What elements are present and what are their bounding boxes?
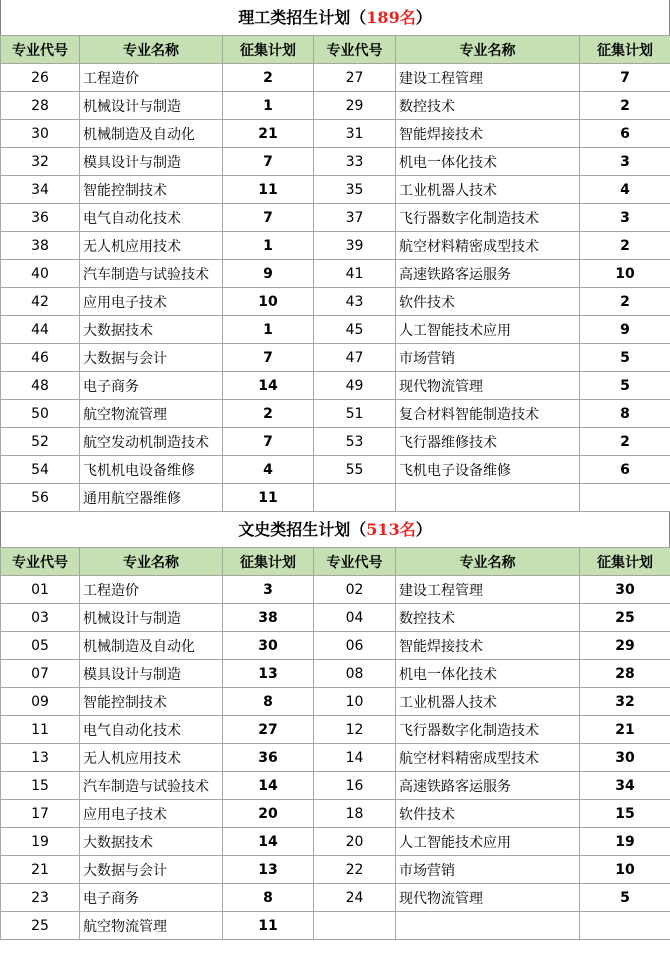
quota-cell: 20 xyxy=(223,800,314,828)
quota-cell: 2 xyxy=(580,428,670,456)
science-title-text: 理工类招生计划（ xyxy=(238,8,367,27)
quota-cell: 2 xyxy=(580,288,670,316)
quota-cell: 30 xyxy=(580,744,670,772)
major-name-cell: 无人机应用技术 xyxy=(80,232,223,260)
major-code-cell: 30 xyxy=(1,120,80,148)
major-code-cell: 32 xyxy=(1,148,80,176)
table-row xyxy=(1,576,670,604)
quota-cell: 21 xyxy=(580,716,670,744)
major-code-cell: 39 xyxy=(314,232,396,260)
liberal-title-text: 文史类招生计划（ xyxy=(238,520,367,539)
major-code-cell: 24 xyxy=(314,884,396,912)
quota-cell: 7 xyxy=(223,148,314,176)
major-name-cell: 飞行器数字化制造技术 xyxy=(396,204,580,232)
quota-cell: 3 xyxy=(580,148,670,176)
quota-cell: 1 xyxy=(223,316,314,344)
major-code-cell: 45 xyxy=(314,316,396,344)
major-name-cell: 无人机应用技术 xyxy=(80,744,223,772)
major-code-cell: 17 xyxy=(1,800,80,828)
quota-cell xyxy=(580,484,670,512)
major-code-cell: 20 xyxy=(314,828,396,856)
major-code-cell: 16 xyxy=(314,772,396,800)
major-code-cell: 03 xyxy=(1,604,80,632)
quota-cell: 30 xyxy=(223,632,314,660)
major-name-cell: 数控技术 xyxy=(396,604,580,632)
major-name-cell: 电气自动化技术 xyxy=(80,204,223,232)
table-row xyxy=(1,372,670,400)
major-name-cell: 机电一体化技术 xyxy=(396,148,580,176)
major-name-cell: 汽车制造与试验技术 xyxy=(80,260,223,288)
major-code-cell: 12 xyxy=(314,716,396,744)
major-code-cell: 47 xyxy=(314,344,396,372)
major-code-cell: 02 xyxy=(314,576,396,604)
major-name-cell: 通用航空器维修 xyxy=(80,484,223,512)
quota-cell: 14 xyxy=(223,772,314,800)
table-row xyxy=(1,912,670,940)
table-row xyxy=(1,64,670,92)
major-name-cell: 汽车制造与试验技术 xyxy=(80,772,223,800)
quota-cell: 8 xyxy=(223,884,314,912)
major-name-cell: 建设工程管理 xyxy=(396,64,580,92)
major-code-cell: 38 xyxy=(1,232,80,260)
table-row xyxy=(1,400,670,428)
major-code-cell: 25 xyxy=(1,912,80,940)
quota-cell: 13 xyxy=(223,660,314,688)
major-code-cell: 05 xyxy=(1,632,80,660)
major-name-cell: 大数据与会计 xyxy=(80,856,223,884)
major-name-cell: 大数据技术 xyxy=(80,316,223,344)
major-code-cell: 33 xyxy=(314,148,396,176)
major-name-cell xyxy=(396,484,580,512)
major-code-cell xyxy=(314,912,396,940)
major-code-cell: 37 xyxy=(314,204,396,232)
quota-cell: 11 xyxy=(223,484,314,512)
major-code-cell: 43 xyxy=(314,288,396,316)
major-code-cell: 14 xyxy=(314,744,396,772)
quota-cell: 2 xyxy=(223,400,314,428)
table-row xyxy=(1,92,670,120)
quota-cell: 7 xyxy=(223,428,314,456)
major-name-cell: 机械设计与制造 xyxy=(80,92,223,120)
quota-cell: 27 xyxy=(223,716,314,744)
major-name-cell: 智能焊接技术 xyxy=(396,120,580,148)
quota-cell: 9 xyxy=(223,260,314,288)
liberal-title-close: ） xyxy=(415,520,432,539)
major-name-cell: 工程造价 xyxy=(80,576,223,604)
quota-cell: 32 xyxy=(580,688,670,716)
major-code-cell: 36 xyxy=(1,204,80,232)
table-row xyxy=(1,632,670,660)
quota-cell: 7 xyxy=(580,64,670,92)
header-quota: 征集计划 xyxy=(580,548,670,576)
liberal-plan-table xyxy=(0,547,670,940)
header-major-code: 专业代号 xyxy=(1,548,80,576)
header-quota: 征集计划 xyxy=(580,36,670,64)
quota-cell: 11 xyxy=(223,176,314,204)
major-code-cell: 53 xyxy=(314,428,396,456)
major-code-cell: 44 xyxy=(1,316,80,344)
quota-cell: 8 xyxy=(223,688,314,716)
quota-cell: 3 xyxy=(580,204,670,232)
quota-cell: 6 xyxy=(580,456,670,484)
quota-cell: 8 xyxy=(580,400,670,428)
quota-cell: 5 xyxy=(580,372,670,400)
major-code-cell: 15 xyxy=(1,772,80,800)
header-major-code: 专业代号 xyxy=(314,36,396,64)
table-row xyxy=(1,828,670,856)
major-name-cell: 应用电子技术 xyxy=(80,800,223,828)
major-code-cell xyxy=(314,484,396,512)
table-row xyxy=(1,204,670,232)
quota-cell: 15 xyxy=(580,800,670,828)
major-name-cell: 人工智能技术应用 xyxy=(396,828,580,856)
quota-cell: 2 xyxy=(223,64,314,92)
quota-cell: 7 xyxy=(223,344,314,372)
major-code-cell: 09 xyxy=(1,688,80,716)
major-name-cell: 航空物流管理 xyxy=(80,400,223,428)
major-name-cell: 人工智能技术应用 xyxy=(396,316,580,344)
table-row xyxy=(1,716,670,744)
major-name-cell: 智能控制技术 xyxy=(80,176,223,204)
quota-cell: 3 xyxy=(223,576,314,604)
major-code-cell: 54 xyxy=(1,456,80,484)
quota-cell: 25 xyxy=(580,604,670,632)
quota-cell: 10 xyxy=(580,856,670,884)
major-code-cell: 55 xyxy=(314,456,396,484)
major-code-cell: 42 xyxy=(1,288,80,316)
major-code-cell: 04 xyxy=(314,604,396,632)
major-code-cell: 26 xyxy=(1,64,80,92)
table-row xyxy=(1,176,670,204)
quota-cell: 14 xyxy=(223,372,314,400)
quota-cell: 19 xyxy=(580,828,670,856)
major-code-cell: 40 xyxy=(1,260,80,288)
header-major-name: 专业名称 xyxy=(396,36,580,64)
major-name-cell: 高速铁路客运服务 xyxy=(396,772,580,800)
major-name-cell: 模具设计与制造 xyxy=(80,660,223,688)
major-code-cell: 01 xyxy=(1,576,80,604)
major-name-cell: 现代物流管理 xyxy=(396,372,580,400)
major-name-cell: 建设工程管理 xyxy=(396,576,580,604)
table-row xyxy=(1,344,670,372)
header-major-code: 专业代号 xyxy=(314,548,396,576)
major-name-cell: 智能控制技术 xyxy=(80,688,223,716)
major-code-cell: 27 xyxy=(314,64,396,92)
major-name-cell: 电子商务 xyxy=(80,372,223,400)
quota-cell: 13 xyxy=(223,856,314,884)
header-major-name: 专业名称 xyxy=(80,36,223,64)
table-row xyxy=(1,856,670,884)
major-name-cell: 工业机器人技术 xyxy=(396,688,580,716)
major-code-cell: 35 xyxy=(314,176,396,204)
science-title-close: ） xyxy=(415,8,432,27)
major-code-cell: 50 xyxy=(1,400,80,428)
major-name-cell: 航空发动机制造技术 xyxy=(80,428,223,456)
science-title-count: 189名 xyxy=(366,8,416,27)
quota-cell: 38 xyxy=(223,604,314,632)
major-name-cell: 现代物流管理 xyxy=(396,884,580,912)
quota-cell: 21 xyxy=(223,120,314,148)
quota-cell: 10 xyxy=(580,260,670,288)
header-quota: 征集计划 xyxy=(223,548,314,576)
major-name-cell: 飞行器维修技术 xyxy=(396,428,580,456)
major-code-cell: 22 xyxy=(314,856,396,884)
science-header-row xyxy=(1,36,670,64)
table-row xyxy=(1,456,670,484)
major-name-cell: 软件技术 xyxy=(396,288,580,316)
major-name-cell: 智能焊接技术 xyxy=(396,632,580,660)
major-name-cell: 工程造价 xyxy=(80,64,223,92)
quota-cell: 5 xyxy=(580,344,670,372)
quota-cell: 36 xyxy=(223,744,314,772)
table-row xyxy=(1,604,670,632)
table-row xyxy=(1,428,670,456)
quota-cell: 7 xyxy=(223,204,314,232)
table-row xyxy=(1,688,670,716)
table-row xyxy=(1,484,670,512)
major-code-cell: 28 xyxy=(1,92,80,120)
table-row xyxy=(1,316,670,344)
major-name-cell: 市场营销 xyxy=(396,344,580,372)
quota-cell: 1 xyxy=(223,232,314,260)
science-plan-table xyxy=(0,35,670,512)
table-row xyxy=(1,800,670,828)
quota-cell: 4 xyxy=(580,176,670,204)
major-code-cell: 46 xyxy=(1,344,80,372)
major-code-cell: 52 xyxy=(1,428,80,456)
quota-cell: 2 xyxy=(580,232,670,260)
header-major-code: 专业代号 xyxy=(1,36,80,64)
major-code-cell: 19 xyxy=(1,828,80,856)
major-name-cell: 数控技术 xyxy=(396,92,580,120)
table-row xyxy=(1,260,670,288)
major-name-cell: 大数据与会计 xyxy=(80,344,223,372)
table-row xyxy=(1,744,670,772)
major-code-cell: 10 xyxy=(314,688,396,716)
major-name-cell: 飞机电子设备维修 xyxy=(396,456,580,484)
major-name-cell: 市场营销 xyxy=(396,856,580,884)
quota-cell xyxy=(580,912,670,940)
major-name-cell: 飞机机电设备维修 xyxy=(80,456,223,484)
quota-cell: 1 xyxy=(223,92,314,120)
quota-cell: 11 xyxy=(223,912,314,940)
major-code-cell: 51 xyxy=(314,400,396,428)
quota-cell: 34 xyxy=(580,772,670,800)
quota-cell: 9 xyxy=(580,316,670,344)
major-code-cell: 11 xyxy=(1,716,80,744)
major-name-cell: 电子商务 xyxy=(80,884,223,912)
table-row xyxy=(1,148,670,176)
header-major-name: 专业名称 xyxy=(396,548,580,576)
major-code-cell: 13 xyxy=(1,744,80,772)
major-name-cell: 模具设计与制造 xyxy=(80,148,223,176)
major-name-cell: 航空物流管理 xyxy=(80,912,223,940)
quota-cell: 10 xyxy=(223,288,314,316)
major-code-cell: 29 xyxy=(314,92,396,120)
major-code-cell: 23 xyxy=(1,884,80,912)
major-code-cell: 48 xyxy=(1,372,80,400)
liberal-header-row xyxy=(1,548,670,576)
science-plan-title xyxy=(0,0,670,35)
quota-cell: 2 xyxy=(580,92,670,120)
major-name-cell: 电气自动化技术 xyxy=(80,716,223,744)
major-name-cell: 大数据技术 xyxy=(80,828,223,856)
major-name-cell: 工业机器人技术 xyxy=(396,176,580,204)
major-code-cell: 21 xyxy=(1,856,80,884)
major-code-cell: 49 xyxy=(314,372,396,400)
major-name-cell: 航空材料精密成型技术 xyxy=(396,744,580,772)
header-major-name: 专业名称 xyxy=(80,548,223,576)
table-row xyxy=(1,120,670,148)
quota-cell: 29 xyxy=(580,632,670,660)
major-name-cell: 飞行器数字化制造技术 xyxy=(396,716,580,744)
major-name-cell: 应用电子技术 xyxy=(80,288,223,316)
table-row xyxy=(1,660,670,688)
major-code-cell: 56 xyxy=(1,484,80,512)
table-row xyxy=(1,288,670,316)
quota-cell: 4 xyxy=(223,456,314,484)
quota-cell: 5 xyxy=(580,884,670,912)
major-code-cell: 18 xyxy=(314,800,396,828)
table-row xyxy=(1,884,670,912)
major-name-cell: 机械制造及自动化 xyxy=(80,120,223,148)
table-row xyxy=(1,772,670,800)
liberal-title-count: 513名 xyxy=(366,520,416,539)
major-name-cell: 机械设计与制造 xyxy=(80,604,223,632)
quota-cell: 30 xyxy=(580,576,670,604)
major-code-cell: 31 xyxy=(314,120,396,148)
major-name-cell: 复合材料智能制造技术 xyxy=(396,400,580,428)
major-name-cell: 机械制造及自动化 xyxy=(80,632,223,660)
liberal-plan-title xyxy=(0,512,670,547)
major-name-cell: 高速铁路客运服务 xyxy=(396,260,580,288)
quota-cell: 6 xyxy=(580,120,670,148)
major-name-cell: 机电一体化技术 xyxy=(396,660,580,688)
major-code-cell: 06 xyxy=(314,632,396,660)
table-row xyxy=(1,232,670,260)
major-code-cell: 08 xyxy=(314,660,396,688)
header-quota: 征集计划 xyxy=(223,36,314,64)
quota-cell: 28 xyxy=(580,660,670,688)
major-name-cell: 航空材料精密成型技术 xyxy=(396,232,580,260)
major-code-cell: 07 xyxy=(1,660,80,688)
major-code-cell: 34 xyxy=(1,176,80,204)
major-name-cell xyxy=(396,912,580,940)
major-code-cell: 41 xyxy=(314,260,396,288)
quota-cell: 14 xyxy=(223,828,314,856)
major-name-cell: 软件技术 xyxy=(396,800,580,828)
